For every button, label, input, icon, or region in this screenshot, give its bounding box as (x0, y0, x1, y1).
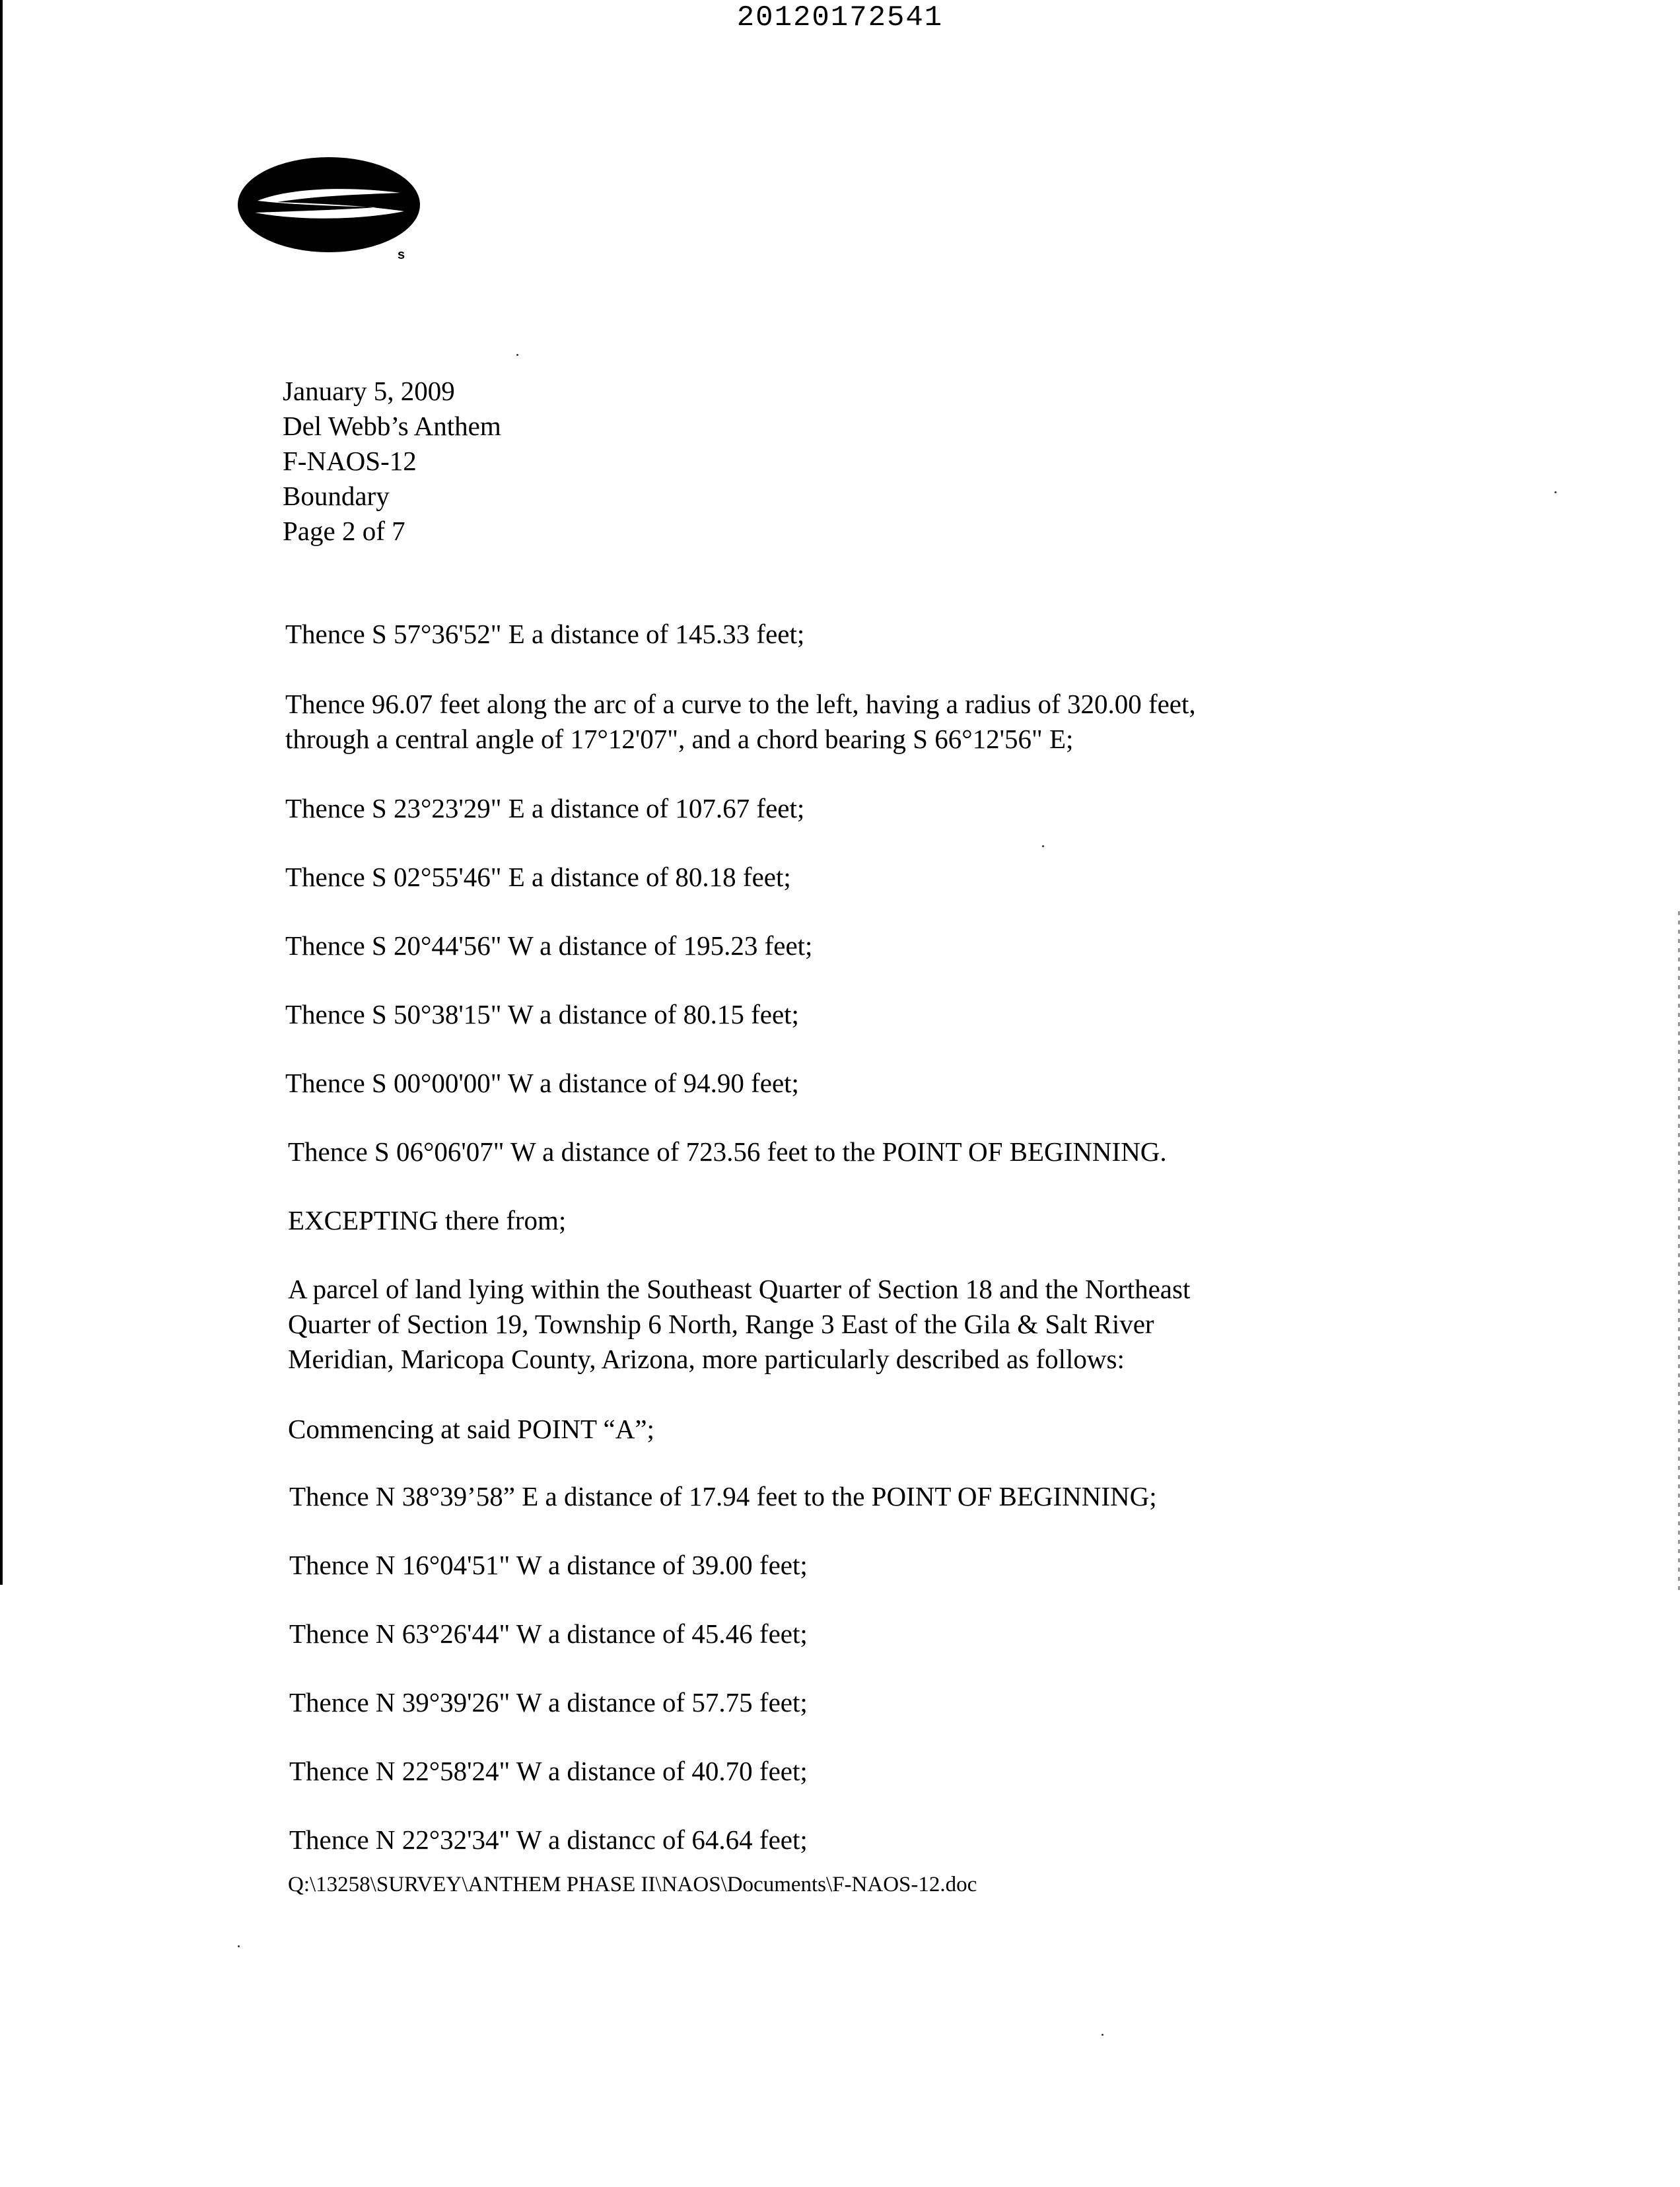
scan-speck (516, 354, 518, 356)
page-border-left (0, 0, 3, 1585)
legal-paragraph (285, 1066, 1368, 1101)
legal-paragraph-line: Thence N 63°26'44" W a distance of 45.46 feet; (289, 1618, 808, 1649)
legal-paragraph-line: Thence S 20°44'56" W a distance of 195.23 feet; (285, 930, 813, 961)
header-project: Del Webb’s Anthem (283, 411, 501, 441)
legal-paragraph (285, 687, 1368, 757)
legal-paragraph-line: Thence S 06°06'07" W a distance of 723.56 feet to the POINT OF BEGINNING. (288, 1136, 1167, 1167)
legal-paragraph-line: through a central angle of 17°12'07", and a chord bearing S 66°12'56" E; (285, 724, 1074, 754)
legal-paragraph-line: Thence N 16°04'51" W a distance of 39.00 feet; (289, 1550, 808, 1580)
legal-paragraph-line: Meridian, Maricopa County, Arizona, more particularly described as follows: (288, 1344, 1125, 1374)
legal-paragraph (289, 1754, 1372, 1789)
scan-speck (1102, 2034, 1103, 2036)
legal-paragraph-line: Thence S 50°38'15" W a distance of 80.15 feet; (285, 999, 799, 1029)
legal-paragraph (285, 617, 1368, 652)
legal-paragraph (289, 1479, 1372, 1514)
oval-s-logo-icon (238, 157, 424, 263)
footer-file-path: Q:\13258\SURVEY\ANTHEM PHASE II\NAOS\Documents\F-NAOS-12.doc (288, 1873, 977, 1896)
legal-paragraph-line: Thence N 22°58'24" W a distance of 40.70 feet; (289, 1756, 808, 1786)
legal-paragraph (288, 1412, 1371, 1447)
scan-speck (1042, 845, 1044, 847)
legal-paragraph-line: Thence N 38°39’58” E a distance of 17.94 feet to the POINT OF BEGINNING; (289, 1481, 1157, 1511)
legal-paragraph (285, 791, 1368, 826)
legal-paragraph-line: Thence S 00°00'00" W a distance of 94.90 feet; (285, 1068, 799, 1098)
legal-paragraph-line: Commencing at said POINT “A”; (288, 1414, 654, 1444)
legal-paragraph (289, 1548, 1372, 1583)
legal-paragraph-line: Thence 96.07 feet along the arc of a curve to the left, having a radius of 320.00 feet, (285, 689, 1196, 719)
legal-paragraph-line: Thence S 02°55'46" E a distance of 80.18 feet; (285, 862, 791, 892)
legal-paragraph (288, 1134, 1371, 1169)
document-header (283, 374, 501, 549)
legal-paragraph-line: A parcel of land lying within the Southeast Quarter of Section 18 and the Northeast (288, 1274, 1191, 1304)
legal-paragraph-line: Thence S 23°23'29" E a distance of 107.67 feet; (285, 793, 805, 823)
header-parcel: F-NAOS-12 (283, 446, 417, 476)
legal-paragraph-line: Thence S 57°36'52" E a distance of 145.33 feet; (285, 619, 805, 649)
logo-mark: s (398, 248, 405, 262)
recording-number: 20120172541 (736, 1, 944, 34)
legal-paragraph (289, 1822, 1372, 1857)
legal-paragraph (285, 928, 1368, 963)
legal-paragraph (289, 1685, 1372, 1720)
legal-paragraph-line: Quarter of Section 19, Township 6 North, Range 3 East of the Gila & Salt River (288, 1309, 1154, 1339)
legal-paragraph (288, 1272, 1371, 1377)
header-date: January 5, 2009 (283, 376, 455, 406)
legal-paragraph (285, 997, 1368, 1032)
legal-paragraph-line: EXCEPTING there from; (288, 1205, 567, 1235)
scan-speck (1555, 491, 1557, 493)
legal-paragraph (285, 860, 1368, 895)
header-subject: Boundary (283, 481, 390, 511)
scan-speck (238, 1945, 240, 1947)
header-page-number: Page 2 of 7 (283, 516, 405, 546)
legal-paragraph (288, 1203, 1371, 1238)
legal-paragraph-line: Thence N 39°39'26" W a distance of 57.75 feet; (289, 1687, 808, 1718)
legal-paragraph-line: Thence N 22°32'34" W a distancc of 64.64 feet; (289, 1824, 808, 1855)
legal-paragraph (289, 1616, 1372, 1651)
